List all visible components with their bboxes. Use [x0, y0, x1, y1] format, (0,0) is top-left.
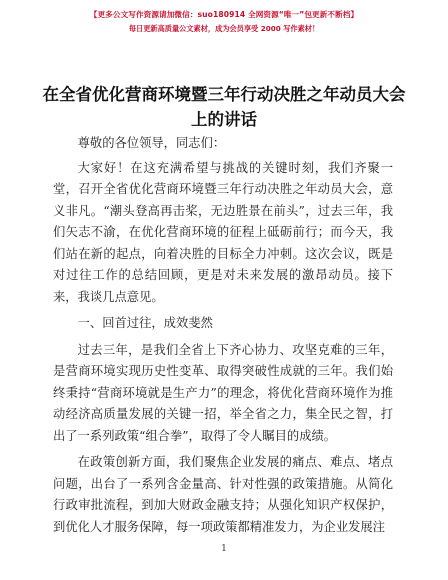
- paragraph-policy: 在政策创新方面，我们聚焦企业发展的痛点、难点、堵点问题，出台了一系列含金量高、针对性强的政策措施。从简化行政审批流程，到加大财政金融支持；从强化知识产权保护，到优化人才服务保障，每一项政策都精准发力，为企业发展注: [53, 455, 393, 534]
- page-number: 1: [221, 544, 227, 554]
- salutation: 尊敬的各位领导，同志们：: [77, 136, 226, 150]
- promo-banner-line-2: 每日更新高质量公文素材，成为会员享受 2000 写作素材！: [128, 24, 320, 33]
- document-body: [53, 133, 393, 543]
- paragraph-review: 过去三年，是我们全省上下齐心协力、攻坚克难的三年，是营商环境实现历史性变革、取得突破性成就的三年。我们始终秉持“营商环境就是生产力”的理念，将优化营商环境作为推动经济高质量发展的关键一招，举全省之力，集全民之智，打出了一系列政策“组合拳”，取得了令人瞩目的成绩。: [53, 342, 393, 443]
- promo-banner-line-1: 【更多公文写作资源请加微信：suo180914 全网资源“唯一”包更新不断档】: [89, 10, 359, 19]
- promo-banner: [0, 8, 448, 35]
- section-heading-1: 一、回首过往，成效斐然: [77, 316, 213, 330]
- paragraph-intro: 大家好！在这充满希望与挑战的关键时刻，我们齐聚一堂，召开全省优化营商环境暨三年行动决胜之年动员大会，意义非凡。“潮头登高再击桨，无边胜景在前头”，过去三年，我们矢志不渝，在优化营商环境的征程上砥砺前行；而今天，我们站在新的起点，向着决胜的目标全力冲刺。这次会议，既是对过往工作的总结回顾，更是对未来发展的激昂动员。接下来，我谈几点意见。: [53, 160, 393, 304]
- document-title: 在全省优化营商环境暨三年行动决胜之年动员大会上的讲话: [42, 85, 406, 129]
